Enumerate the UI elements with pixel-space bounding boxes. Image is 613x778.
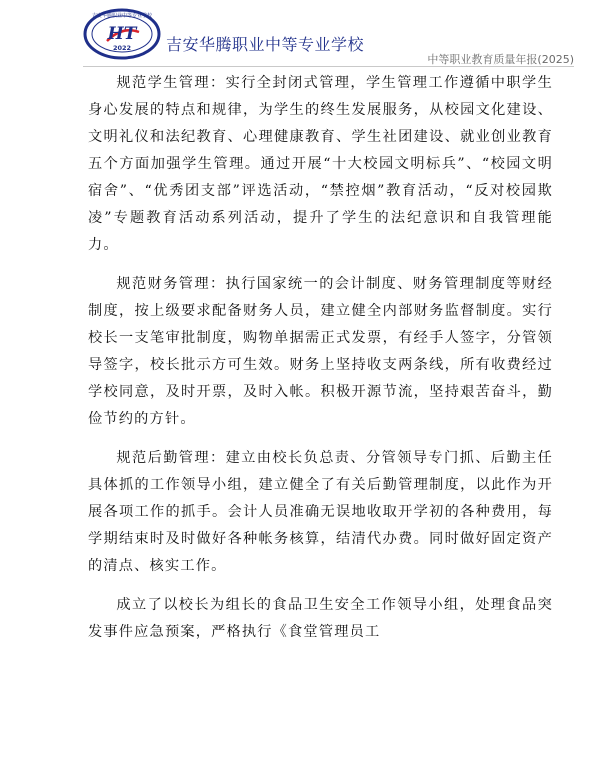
school-name: 吉安华腾职业中等专业学校 [166,35,365,54]
logo-year: 2022 [112,44,132,52]
paragraph-logistics-management: 规范后勤管理：建立由校长负总责、分管领导专门抓、后勤主任具体抓的工作领导小组，建立健全了有关后勤管理制度，以此作为开展各项工作的抓手。会计人员准确无误地收取开学初的各种费用，每学期结束时及时做好各种帐务核算，结清代办费。同时做好固定资产的清点、核实工作。 [88,450,553,574]
school-logo-icon [83,8,161,60]
paragraph-student-management: 规范学生管理：实行全封闭式管理，学生管理工作遵循中职学生身心发展的特点和规律，为学生的终生发展服务，从校园文化建设、文明礼仪和法纪教育、心理健康教育、学生社团建设、就业创业教育五个方面加强学生管理。通过开展“十大校园文明标兵”、“校园文明宿舍”、“优秀团支部”评选活动，“禁控烟”教育活动，“反对校园欺凌”专题教育活动系列活动，提升了学生的法纪意识和自我管理能力。 [88,75,553,253]
header-divider [83,66,574,67]
page-header [0,0,613,70]
logo-ring-text: 吉安华腾职业中等专业学校 [91,13,153,19]
document-body [88,70,553,658]
paragraph-food-safety: 成立了以校长为组长的食品卫生安全工作领导小组，处理食品突发事件应急预案，严格执行《食堂管理员工 [88,597,553,640]
report-title: 中等职业教育质量年报(2025) [427,53,574,66]
logo-badge-text: HT [107,24,137,44]
paragraph-finance-management: 规范财务管理：执行国家统一的会计制度、财务管理制度等财经制度，按上级要求配备财务人员，建立健全内部财务监督制度。实行校长一支笔审批制度，购物单据需正式发票，有经手人签字，分管领导签字，校长批示方可生效。财务上坚持收支两条线，所有收费经过学校同意，及时开票，及时入帐。积极开源节流，坚持艰苦奋斗，勤俭节约的方针。 [88,276,553,427]
